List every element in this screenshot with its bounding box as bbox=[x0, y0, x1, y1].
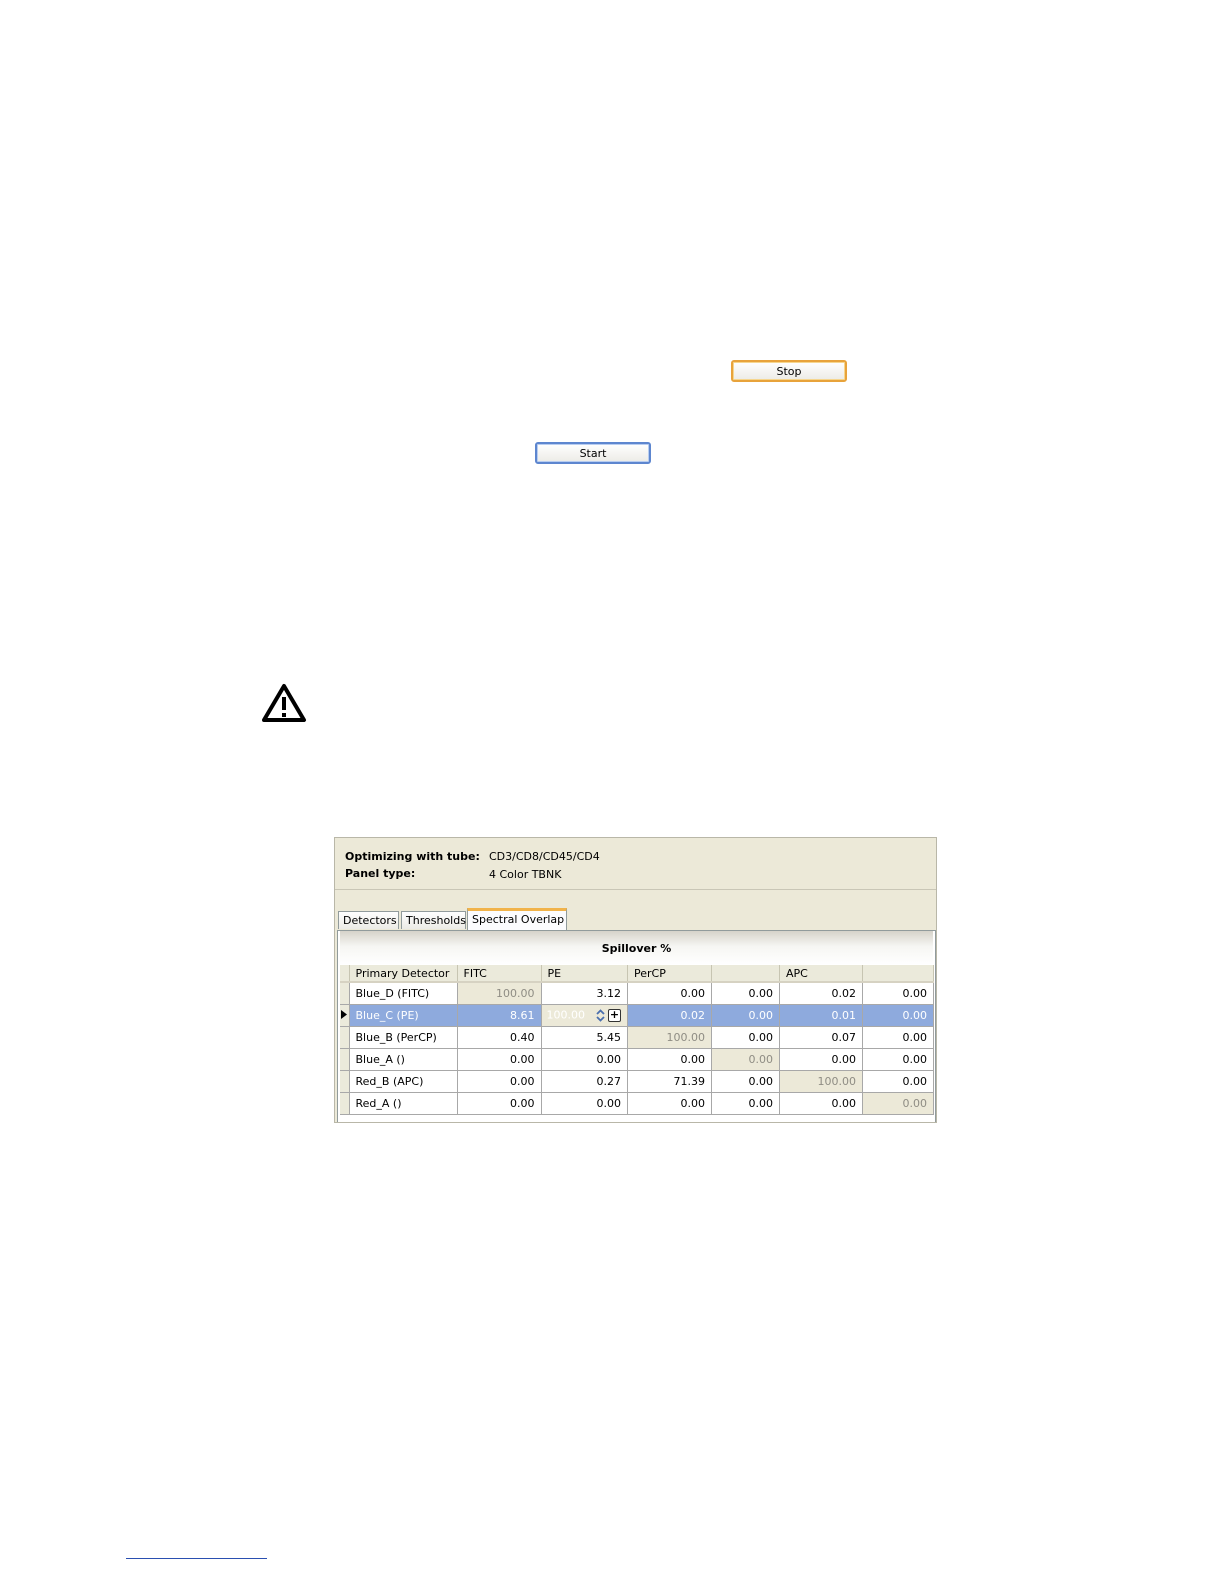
tab-detectors[interactable]: Detectors bbox=[338, 911, 399, 929]
column-header[interactable] bbox=[863, 965, 934, 982]
spillover-cell[interactable]: 0.00 bbox=[712, 1071, 780, 1093]
spillover-cell[interactable]: 0.00 bbox=[712, 1049, 780, 1071]
tube-label: Optimizing with tube: bbox=[345, 850, 480, 863]
spillover-cell[interactable]: 0.00 bbox=[628, 1049, 712, 1071]
table-row[interactable] bbox=[340, 1071, 934, 1093]
spillover-cell[interactable]: 0.00 bbox=[712, 1093, 780, 1115]
spillover-cell[interactable]: 0.00 bbox=[863, 1093, 934, 1115]
panel-type-label: Panel type: bbox=[345, 867, 416, 880]
table-row[interactable] bbox=[340, 1093, 934, 1115]
column-header[interactable]: PerCP bbox=[628, 965, 712, 982]
spillover-cell[interactable]: 0.00 bbox=[712, 1027, 780, 1049]
spillover-cell[interactable]: 0.00 bbox=[712, 982, 780, 1005]
spillover-cell[interactable]: 0.00 bbox=[863, 1027, 934, 1049]
spillover-cell[interactable]: 0.00 bbox=[541, 1093, 628, 1115]
detector-name: Blue_C (PE) bbox=[349, 1005, 457, 1027]
header-row bbox=[340, 965, 934, 982]
spillover-cell[interactable]: 100.00 bbox=[780, 1071, 863, 1093]
spillover-cell[interactable]: 0.07 bbox=[780, 1027, 863, 1049]
detector-name: Blue_D (FITC) bbox=[349, 982, 457, 1005]
detector-name: Red_A () bbox=[349, 1093, 457, 1115]
editing-value[interactable]: 100.00 bbox=[546, 1008, 585, 1022]
spillover-cell[interactable]: 100.00 bbox=[628, 1027, 712, 1049]
spinner-icon[interactable] bbox=[595, 1008, 606, 1023]
tab-spectral-overlap[interactable]: Spectral Overlap bbox=[467, 908, 567, 930]
spillover-cell[interactable]: 0.00 bbox=[628, 982, 712, 1005]
spillover-cell[interactable]: 0.40 bbox=[457, 1027, 541, 1049]
spillover-cell[interactable]: 0.02 bbox=[780, 982, 863, 1005]
spillover-cell[interactable]: 8.61 bbox=[457, 1005, 541, 1027]
spillover-grid bbox=[337, 930, 936, 1123]
table-row[interactable] bbox=[340, 982, 934, 1005]
tube-value: CD3/CD8/CD45/CD4 bbox=[489, 850, 600, 863]
column-header[interactable]: PE bbox=[541, 965, 628, 982]
spillover-cell[interactable]: 0.00 bbox=[457, 1093, 541, 1115]
row-pointer-icon bbox=[341, 1010, 347, 1019]
row-selector[interactable] bbox=[340, 982, 349, 1005]
spillover-cell[interactable]: 71.39 bbox=[628, 1071, 712, 1093]
panel-type-value: 4 Color TBNK bbox=[489, 868, 562, 881]
detector-name: Blue_B (PerCP) bbox=[349, 1027, 457, 1049]
spillover-cell[interactable]: 0.00 bbox=[628, 1093, 712, 1115]
detector-name: Blue_A () bbox=[349, 1049, 457, 1071]
table-row[interactable] bbox=[340, 1027, 934, 1049]
row-selector[interactable] bbox=[340, 1027, 349, 1049]
table-row-selected[interactable] bbox=[340, 1005, 934, 1027]
grid-caption: Spillover % bbox=[340, 931, 933, 965]
spillover-table bbox=[340, 965, 934, 1115]
spillover-cell[interactable]: 0.00 bbox=[780, 1049, 863, 1071]
detector-name: Red_B (APC) bbox=[349, 1071, 457, 1093]
spillover-cell[interactable]: 100.00 bbox=[457, 982, 541, 1005]
row-selector[interactable] bbox=[340, 1093, 349, 1115]
spillover-cell[interactable]: 0.00 bbox=[863, 1049, 934, 1071]
column-header[interactable]: FITC bbox=[457, 965, 541, 982]
spillover-panel bbox=[334, 837, 937, 1123]
stop-button[interactable]: Stop bbox=[731, 360, 847, 382]
column-header[interactable]: Primary Detector bbox=[349, 965, 457, 982]
row-selector[interactable] bbox=[340, 1049, 349, 1071]
spillover-cell[interactable]: 0.00 bbox=[457, 1071, 541, 1093]
spillover-cell[interactable]: 0.00 bbox=[780, 1093, 863, 1115]
table-row[interactable] bbox=[340, 1049, 934, 1071]
footnote-rule bbox=[126, 1558, 267, 1559]
spillover-cell[interactable]: 0.01 bbox=[780, 1005, 863, 1027]
column-header[interactable] bbox=[712, 965, 780, 982]
warning-triangle-icon bbox=[261, 683, 307, 723]
spillover-cell[interactable]: 0.00 bbox=[541, 1049, 628, 1071]
header-corner bbox=[340, 965, 349, 982]
start-button[interactable]: Start bbox=[535, 442, 651, 464]
spillover-cell[interactable]: 3.12 bbox=[541, 982, 628, 1005]
spillover-cell[interactable]: 0.02 bbox=[628, 1005, 712, 1027]
plus-icon[interactable]: + bbox=[609, 1008, 620, 1021]
spillover-cell-editing[interactable] bbox=[541, 1005, 628, 1027]
spillover-cell[interactable]: 0.00 bbox=[863, 1005, 934, 1027]
spillover-cell[interactable]: 0.00 bbox=[863, 982, 934, 1005]
row-selector[interactable] bbox=[340, 1005, 349, 1027]
spillover-cell[interactable]: 0.00 bbox=[863, 1071, 934, 1093]
spillover-cell[interactable]: 5.45 bbox=[541, 1027, 628, 1049]
spillover-cell[interactable]: 0.00 bbox=[712, 1005, 780, 1027]
tube-info bbox=[335, 838, 936, 890]
spillover-cell[interactable]: 0.00 bbox=[457, 1049, 541, 1071]
column-header[interactable]: APC bbox=[780, 965, 863, 982]
spillover-cell[interactable]: 0.27 bbox=[541, 1071, 628, 1093]
row-selector[interactable] bbox=[340, 1071, 349, 1093]
tab-thresholds[interactable]: Thresholds bbox=[401, 911, 466, 929]
